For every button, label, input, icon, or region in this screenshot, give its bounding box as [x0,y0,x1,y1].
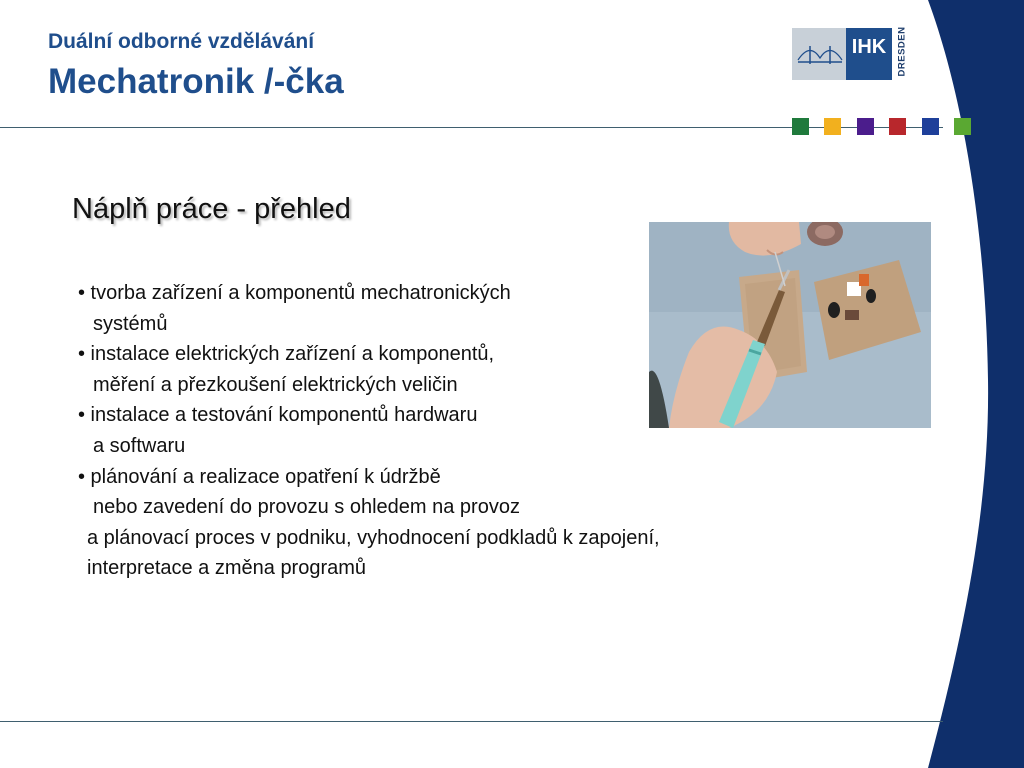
bottom-divider [0,721,943,722]
bullet-line: • instalace a testování komponentů hardwaru [78,404,478,427]
deck-subtitle: Duální odborné vzdělávání [48,30,315,53]
bullet-line: • tvorba zařízení a komponentů mechatronických [78,282,511,304]
logo-city-text: DRESDEN [896,26,908,77]
accent-square [792,118,809,135]
accent-square [889,118,906,135]
bullet-line: měření a přezkoušení elektrických veličin [93,373,458,396]
bullet-line: a softwaru [93,434,186,457]
logo-brand: IHK [851,36,887,58]
bullet-line: interpretace a změna programů [87,557,367,580]
accent-square [954,118,971,135]
accent-square [857,118,874,135]
slide-title: Mechatronik /-čka [48,62,344,101]
bullet-list [78,278,660,584]
section-heading: Náplň práce - přehled [72,193,351,225]
bridge-icon [796,40,844,70]
bullet-line: a plánovací proces v podniku, vyhodnocení podkladů k zapojení, [87,526,660,549]
bullet-line: nebo zavedení do provozu s ohledem na provoz [93,496,520,519]
soldering-photo [649,222,931,428]
side-panel-navy [928,0,1024,768]
bullet-line: • instalace elektrických zařízení a komponentů, [78,343,495,366]
soldering-photo-illustration [649,222,931,428]
logo-city [894,28,908,80]
accent-square [922,118,939,135]
bullet-line: • plánování a realizace opatření k údržbě [78,465,441,488]
accent-square [824,118,841,135]
ihk-dresden-logo [792,26,912,82]
bullet-line: systémů [93,312,168,335]
